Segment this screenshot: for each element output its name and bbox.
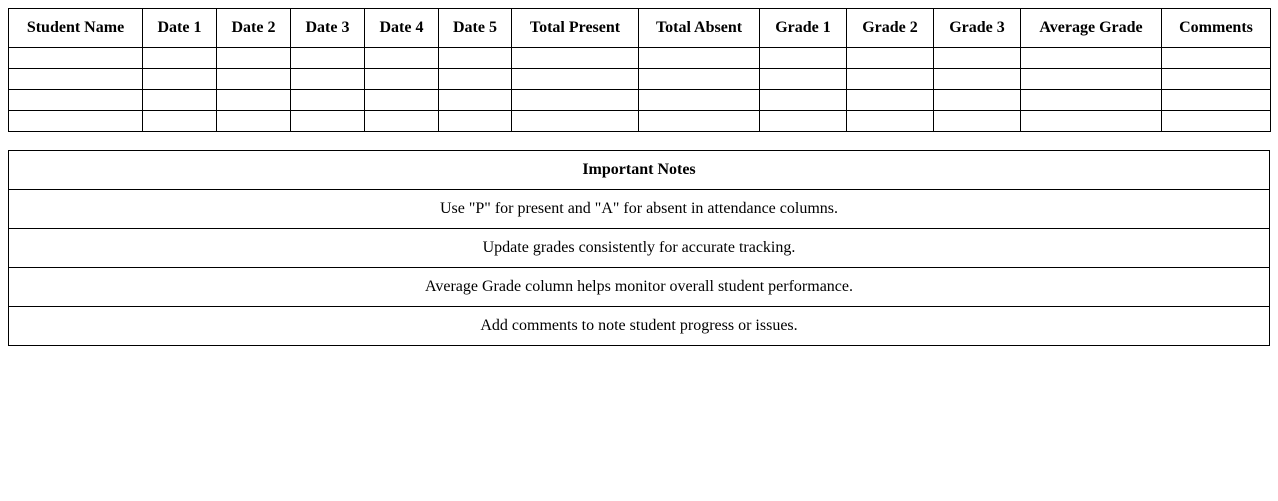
table-cell[interactable] bbox=[143, 111, 217, 132]
header-student-name: Student Name bbox=[9, 9, 143, 48]
note-item: Use "P" for present and "A" for absent in attendance columns. bbox=[9, 190, 1270, 229]
table-cell[interactable] bbox=[512, 69, 639, 90]
table-cell[interactable] bbox=[760, 111, 847, 132]
table-cell[interactable] bbox=[934, 111, 1021, 132]
header-date-5: Date 5 bbox=[439, 9, 512, 48]
note-row bbox=[9, 229, 1270, 268]
table-cell[interactable] bbox=[847, 48, 934, 69]
table-cell[interactable] bbox=[365, 90, 439, 111]
table-cell[interactable] bbox=[639, 90, 760, 111]
header-total-present: Total Present bbox=[512, 9, 639, 48]
header-average-grade: Average Grade bbox=[1021, 9, 1162, 48]
table-cell[interactable] bbox=[1021, 111, 1162, 132]
attendance-table-body bbox=[9, 48, 1271, 132]
table-cell[interactable] bbox=[365, 48, 439, 69]
table-cell[interactable] bbox=[639, 69, 760, 90]
note-item: Average Grade column helps monitor overall student performance. bbox=[9, 268, 1270, 307]
table-cell[interactable] bbox=[143, 48, 217, 69]
table-cell[interactable] bbox=[365, 69, 439, 90]
header-grade-3: Grade 3 bbox=[934, 9, 1021, 48]
table-header-row bbox=[9, 9, 1271, 48]
header-total-absent: Total Absent bbox=[639, 9, 760, 48]
table-cell[interactable] bbox=[639, 48, 760, 69]
table-cell[interactable] bbox=[934, 48, 1021, 69]
note-row bbox=[9, 268, 1270, 307]
table-cell[interactable] bbox=[1021, 48, 1162, 69]
note-item: Update grades consistently for accurate tracking. bbox=[9, 229, 1270, 268]
table-cell[interactable] bbox=[291, 48, 365, 69]
table-cell[interactable] bbox=[217, 90, 291, 111]
table-cell[interactable] bbox=[217, 69, 291, 90]
header-grade-1: Grade 1 bbox=[760, 9, 847, 48]
header-date-1: Date 1 bbox=[143, 9, 217, 48]
table-cell[interactable] bbox=[291, 90, 365, 111]
header-date-3: Date 3 bbox=[291, 9, 365, 48]
table-cell[interactable] bbox=[934, 90, 1021, 111]
header-grade-2: Grade 2 bbox=[847, 9, 934, 48]
table-cell[interactable] bbox=[1021, 90, 1162, 111]
table-cell[interactable] bbox=[847, 69, 934, 90]
table-row bbox=[9, 69, 1271, 90]
table-cell[interactable] bbox=[934, 69, 1021, 90]
table-cell[interactable] bbox=[1162, 69, 1271, 90]
header-comments: Comments bbox=[1162, 9, 1271, 48]
table-cell[interactable] bbox=[9, 111, 143, 132]
note-item: Add comments to note student progress or issues. bbox=[9, 307, 1270, 346]
table-cell[interactable] bbox=[512, 111, 639, 132]
table-cell[interactable] bbox=[143, 90, 217, 111]
table-cell[interactable] bbox=[143, 69, 217, 90]
table-cell[interactable] bbox=[760, 69, 847, 90]
table-row bbox=[9, 48, 1271, 69]
table-cell[interactable] bbox=[1162, 111, 1271, 132]
table-cell[interactable] bbox=[217, 48, 291, 69]
table-cell[interactable] bbox=[291, 69, 365, 90]
header-date-4: Date 4 bbox=[365, 9, 439, 48]
table-cell[interactable] bbox=[439, 90, 512, 111]
table-cell[interactable] bbox=[760, 48, 847, 69]
table-cell[interactable] bbox=[639, 111, 760, 132]
table-cell[interactable] bbox=[217, 111, 291, 132]
note-row bbox=[9, 307, 1270, 346]
table-cell[interactable] bbox=[847, 90, 934, 111]
table-cell[interactable] bbox=[439, 111, 512, 132]
table-cell[interactable] bbox=[291, 111, 365, 132]
notes-header-row bbox=[9, 151, 1270, 190]
table-cell[interactable] bbox=[439, 69, 512, 90]
table-cell[interactable] bbox=[439, 48, 512, 69]
note-row bbox=[9, 190, 1270, 229]
page-content bbox=[8, 8, 1270, 346]
header-date-2: Date 2 bbox=[217, 9, 291, 48]
notes-table bbox=[8, 150, 1270, 346]
table-cell[interactable] bbox=[9, 69, 143, 90]
table-cell[interactable] bbox=[9, 48, 143, 69]
table-cell[interactable] bbox=[847, 111, 934, 132]
table-cell[interactable] bbox=[1162, 90, 1271, 111]
table-cell[interactable] bbox=[512, 48, 639, 69]
table-cell[interactable] bbox=[1162, 48, 1271, 69]
table-cell[interactable] bbox=[512, 90, 639, 111]
table-cell[interactable] bbox=[365, 111, 439, 132]
table-cell[interactable] bbox=[1021, 69, 1162, 90]
notes-title: Important Notes bbox=[9, 151, 1270, 190]
attendance-table bbox=[8, 8, 1271, 132]
table-cell[interactable] bbox=[760, 90, 847, 111]
table-cell[interactable] bbox=[9, 90, 143, 111]
table-row bbox=[9, 90, 1271, 111]
table-row bbox=[9, 111, 1271, 132]
